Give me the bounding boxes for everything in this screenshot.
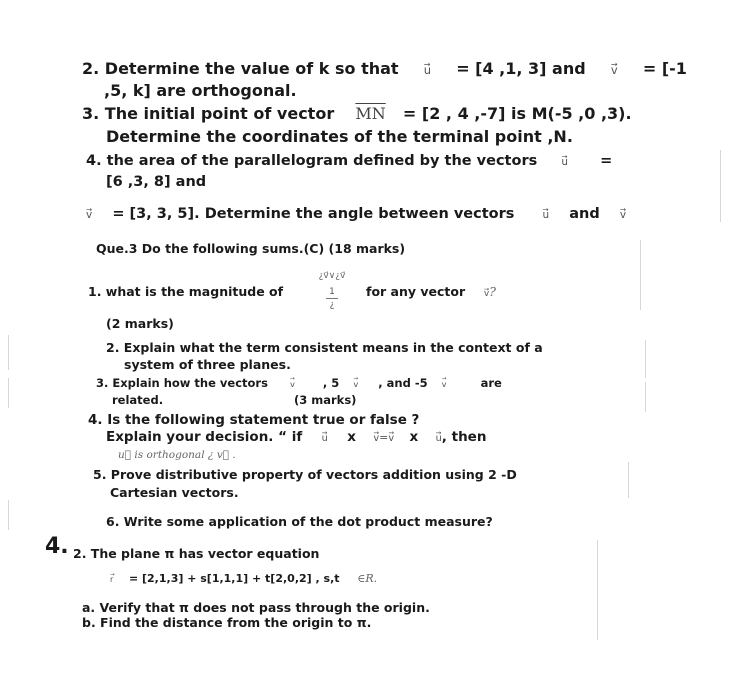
question-2-line-1: 2. Determine the value of k so that → u = [4 ,1, 3] and → v = [-1 xyxy=(82,61,687,77)
angle-question-line: → v = [3, 3, 5]. Determine the angle between vectors → u and → v xyxy=(86,207,626,222)
question-4-2-part-a: a. Verify that π does not pass through the origin. xyxy=(82,600,430,615)
vector-u-symbol: → u xyxy=(561,157,568,167)
subquestion-1-tail: for any vector → v? xyxy=(366,286,496,299)
subquestion-4-line-3: u⃗ is orthogonal ¿ v⃗ . xyxy=(118,449,236,461)
vector-v-symbol: → v xyxy=(611,65,618,77)
subquestion-4-line-1: 4. Is the following statement true or false ? xyxy=(88,412,420,428)
scan-artifact-bar xyxy=(640,240,641,310)
question-4-line-2: [6 ,3, 8] and xyxy=(106,174,207,190)
vector-u-symbol: → u xyxy=(424,65,431,77)
plane-equation: → r = [2,1,3] + s[1,1,1] + t[2,0,2] , s,t ∈R. xyxy=(110,573,377,584)
vector-v-symbol: → v xyxy=(86,210,92,220)
scan-artifact-bar xyxy=(645,382,646,412)
question-3-line-2: Determine the coordinates of the terminal point ,N. xyxy=(106,127,573,146)
subquestion-5-line-2: Cartesian vectors. xyxy=(110,485,239,500)
magnitude-fraction: ¿v⃗∨¿v⃗ 1 ¿ xyxy=(318,271,346,310)
subquestion-6: 6. Write some application of the dot product measure? xyxy=(106,514,493,529)
subquestion-5-line-1: 5. Prove distributive property of vectors addition using 2 -D xyxy=(93,467,517,482)
subquestion-3-line-1: 3. Explain how the vectors → v , 5 → v , and -5 → v are xyxy=(96,378,502,390)
vector-v-symbol: → v xyxy=(388,434,394,444)
vector-v-symbol: → v xyxy=(290,380,295,388)
subquestion-3-marks: (3 marks) xyxy=(294,393,357,407)
scan-artifact-bar xyxy=(645,340,646,378)
scan-artifact-bar xyxy=(720,150,721,222)
question-2-line-2: ,5, k] are orthogonal. xyxy=(104,81,297,100)
vector-v-symbol: → v xyxy=(442,380,447,388)
vector-u-symbol: → u xyxy=(543,210,550,220)
vector-v-symbol: → v xyxy=(620,210,626,220)
scan-artifact-bar xyxy=(8,335,9,370)
question-4-line-1: 4. the area of the parallelogram defined by the vectors → u = xyxy=(86,154,612,169)
scan-artifact-bar xyxy=(597,540,598,640)
subquestion-2-line-1: 2. Explain what the term consistent means in the context of a xyxy=(106,340,543,355)
subquestion-2-line-2: system of three planes. xyxy=(124,357,291,372)
question-4-big-number: 4. xyxy=(45,534,69,559)
subquestion-4-line-2: Explain your decision. “ if → u x → v=→ v x → u, then xyxy=(106,431,486,445)
question-3-line-1: 3. The initial point of vector $\overline{MN} = [2$ , 4 ,-7] is M(-5 ,0 ,3). xyxy=(82,104,632,123)
vector-u-symbol: → u xyxy=(436,434,442,444)
vector-r-symbol: → r xyxy=(110,576,113,584)
subquestion-1-marks: (2 marks) xyxy=(106,316,174,331)
vector-v-symbol: → v xyxy=(373,434,379,444)
vector-u-symbol: → u xyxy=(322,434,328,444)
subquestion-3-line-2: related. xyxy=(112,393,164,407)
scan-artifact-bar xyxy=(8,378,9,408)
scan-artifact-bar xyxy=(8,500,9,530)
vector-mn-symbol: $\overline{MN}$ xyxy=(355,104,386,123)
que3-title: Que.3 Do the following sums.(C) (18 marks) xyxy=(96,241,406,256)
vector-v-symbol: → v xyxy=(353,380,358,388)
question-4-2-title: 2. The plane π has vector equation xyxy=(73,546,320,561)
scan-artifact-bar xyxy=(628,462,629,498)
subquestion-1: 1. what is the magnitude of xyxy=(88,284,284,299)
question-4-2-part-b: b. Find the distance from the origin to π. xyxy=(82,615,372,630)
vector-v-symbol: → v xyxy=(484,290,489,299)
